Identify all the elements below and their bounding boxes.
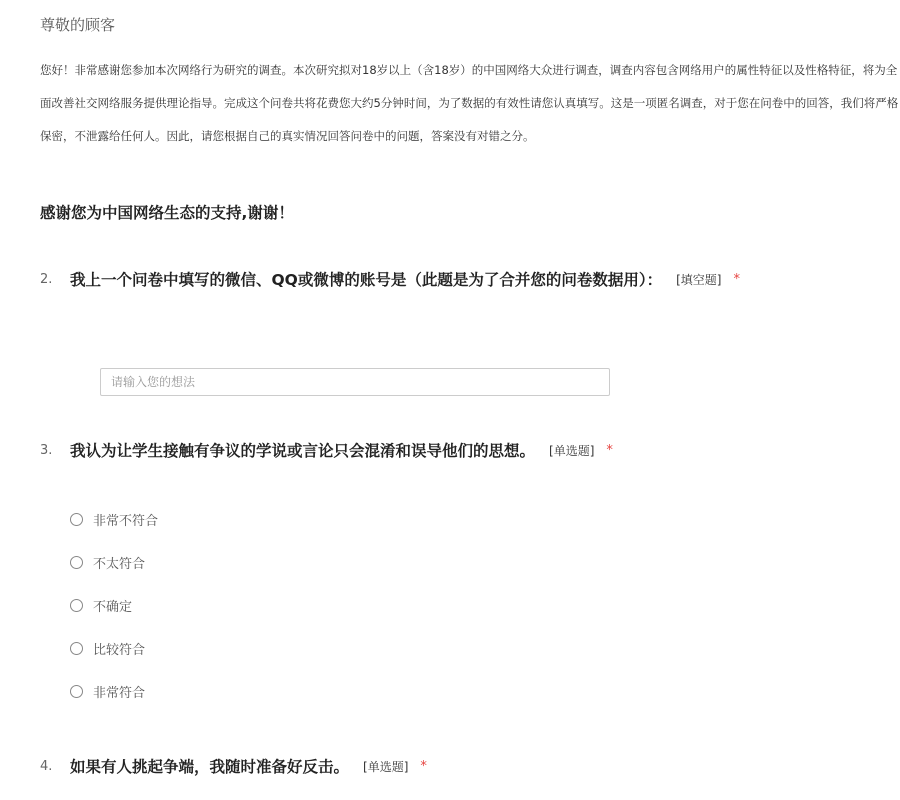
radio-option[interactable] <box>70 638 145 658</box>
question-title: 如果有人挑起争端，我随时准备好反击。 <box>70 758 350 776</box>
question-title: 我认为让学生接触有争议的学说或言论只会混淆和误导他们的思想。 <box>70 442 536 460</box>
question-number: 3. <box>40 442 53 458</box>
radio-button[interactable] <box>70 685 83 698</box>
question-3 <box>40 439 613 461</box>
option-label: 比较符合 <box>93 642 146 658</box>
radio-button[interactable] <box>70 599 83 612</box>
radio-button[interactable] <box>70 513 83 526</box>
radio-button[interactable] <box>70 642 83 655</box>
question-title: 我上一个问卷中填写的微信、QQ或微博的账号是（此题是为了合并您的问卷数据用）： <box>70 271 663 289</box>
question-type-label: [单选题] <box>363 759 409 774</box>
required-marker: * <box>420 758 427 774</box>
option-label: 非常不符合 <box>93 513 159 529</box>
intro-paragraph: 您好！非常感谢您参加本次网络行为研究的调查。本次研究拟对18岁以上（含18岁）的中国网络大众进行调查，调查内容包含网络用户的属性特征以及性格特征，将为全面改善社交网络服务提供理论指导。完成这个问卷共将花费您大约5分钟时间，为了数据的有效性请您认真填写。这是一项匿名调查，对于您在问卷中的回答，我们将严格保密，不泄露给任何人。因此，请您根据自己的真实情况回答问卷中的问题，答案没有对错之分。 <box>40 63 899 143</box>
radio-button[interactable] <box>70 556 83 569</box>
radio-option[interactable] <box>70 509 158 529</box>
radio-option[interactable] <box>70 595 132 615</box>
question-type-label: [填空题] <box>676 272 722 287</box>
question-2 <box>40 268 740 290</box>
question-type-label: [单选题] <box>549 443 595 458</box>
required-marker: * <box>733 271 740 287</box>
option-label: 不确定 <box>93 599 133 615</box>
radio-option[interactable] <box>70 681 145 701</box>
question-number: 4. <box>40 758 53 774</box>
greeting-heading: 尊敬的顾客 <box>40 16 116 34</box>
question-number: 2. <box>40 271 53 287</box>
question-4 <box>40 755 427 777</box>
account-text-input[interactable] <box>100 368 610 396</box>
option-label: 非常符合 <box>93 685 146 701</box>
required-marker: * <box>606 442 613 458</box>
radio-option[interactable] <box>70 552 145 572</box>
option-label: 不太符合 <box>93 556 146 572</box>
thanks-message: 感谢您为中国网络生态的支持,谢谢！ <box>40 204 294 222</box>
